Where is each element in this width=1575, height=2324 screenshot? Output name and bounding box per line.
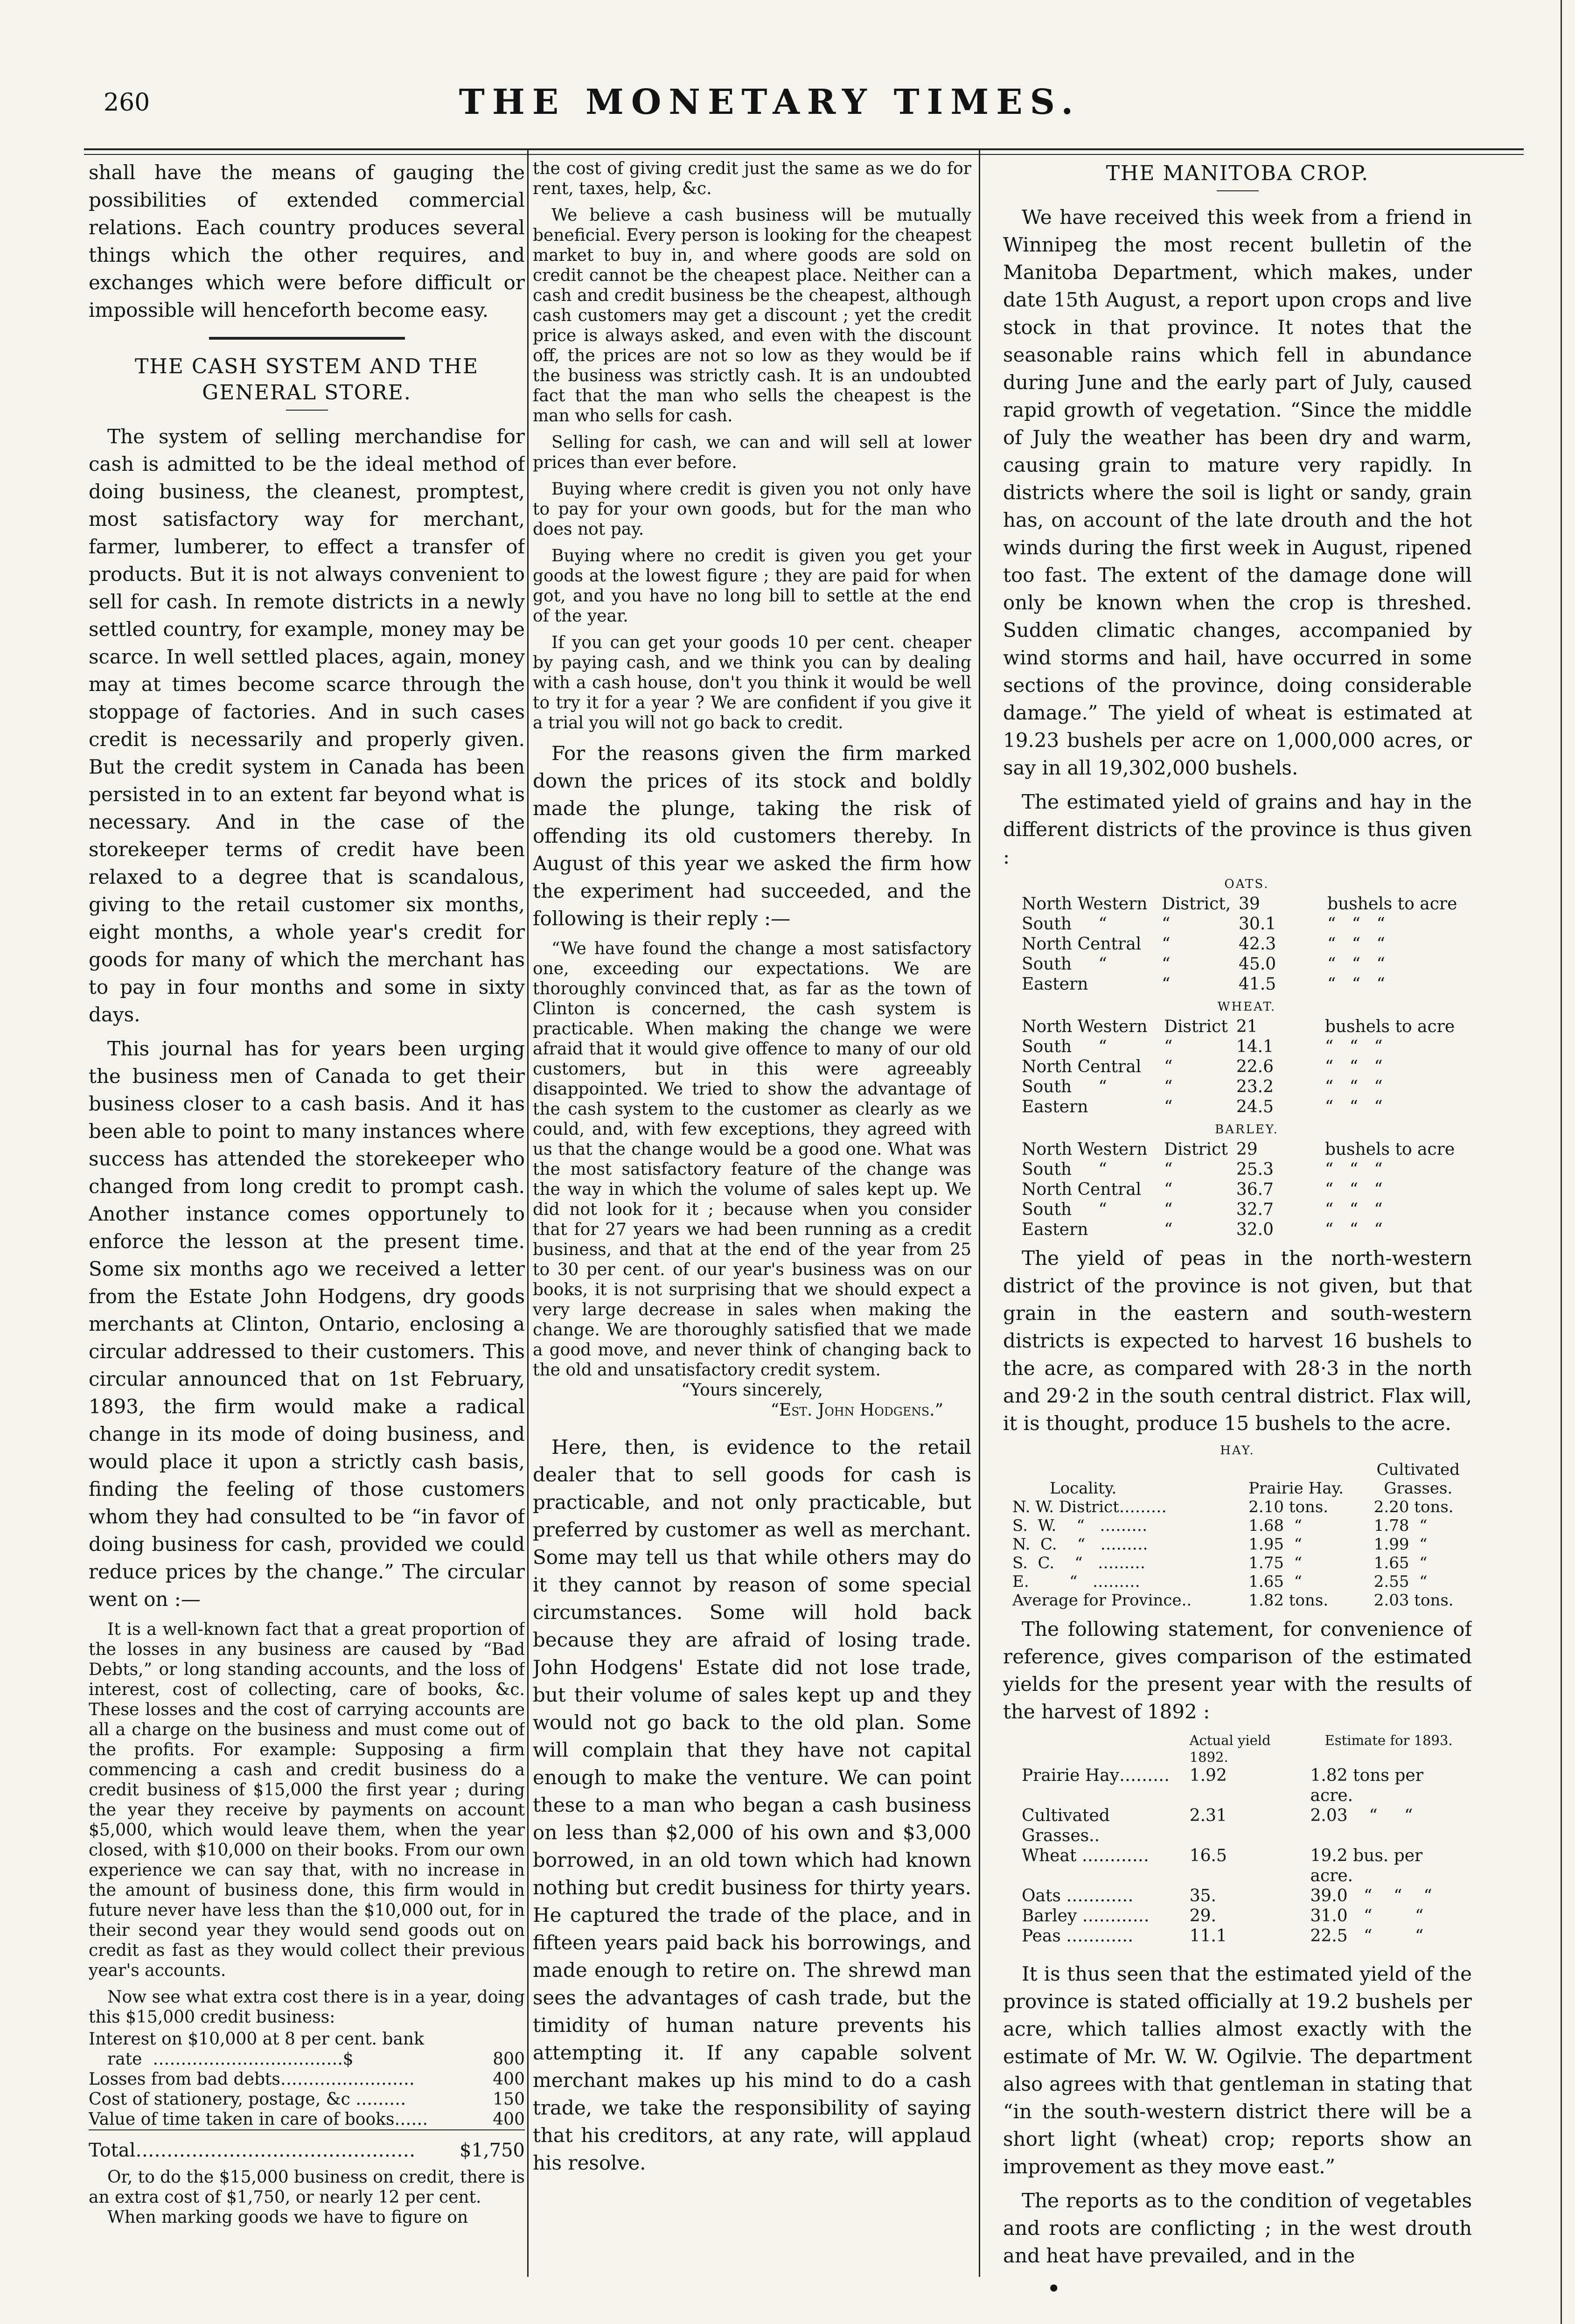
circular-quote: If you can get your goods 10 per cent. cheaper by paying cash, and we think you can by dealing with a cash house, don't you think it would be well to try it for a year ? We are confident if you give it a trial you will not go back to credit. bbox=[533, 633, 971, 733]
table-row: Prairie Hay……… 1.92 1.82 tons per acre. bbox=[1022, 1766, 1423, 1805]
heading-rule bbox=[286, 410, 328, 411]
table-row: N. C. “ ……… 1.95 “ 1.99 “ bbox=[1012, 1535, 1428, 1554]
table-row: Average for Province.. 1.82 tons. 2.03 tons. bbox=[1012, 1591, 1454, 1610]
circular-quote: When marking goods we have to figure on bbox=[107, 2208, 468, 2227]
article-paragraph: This journal has for years been urging the business men of Canada to get their business closer to a cash basis. And it has been able to point to many instances where success has attended the storekeeper who changed from long credit to prompt cash. Another instance comes opportunely to enforce the lesson at the present time. Some six months ago we received a letter from the Estate John Hodgens, dry goods merchants at Clinton, Ontario, enclosing a circular addressed to their customers. This circular announced that on 1st February, 1893, the firm would make a radical change in its mode of doing business, and would place it upon a strictly cash basis, finding the feeling of those customers whom they had consulted to be “in favor of doing business for cash, provided we could reduce prices by the change.” The circular went on :— bbox=[89, 1037, 525, 1611]
table-row: rate …………………………….$ 800 bbox=[107, 2050, 525, 2069]
crop-name: WHEAT. bbox=[1217, 1000, 1276, 1014]
article-paragraph: The reports as to the condition of vegetables and roots are conflicting ; in the west drouth and heat have prevailed, and in the bbox=[1003, 2189, 1472, 2267]
crop-table-barley bbox=[1022, 1139, 1472, 1240]
table-row: North Western District 29 bushels to acre bbox=[1022, 1140, 1455, 1159]
table-row: North Western District 21 bushels to acre bbox=[1022, 1017, 1455, 1036]
crop-table-wheat bbox=[1022, 1017, 1472, 1117]
page-number: 260 bbox=[104, 89, 150, 117]
table-row: Peas ………… 11.1 22.5 “ “ bbox=[1022, 1926, 1424, 1946]
table-row: North Central “ 36.7 “ “ “ bbox=[1022, 1180, 1383, 1199]
table-row: Value of time taken in care of books…… 400 bbox=[89, 2110, 525, 2129]
manitoba-crop-heading: THE MANITOBA CROP. bbox=[1106, 161, 1369, 185]
signature-name: “Est. John Hodgens.” bbox=[770, 1401, 943, 1420]
circular-quote: Now see what extra cost there is in a year, doing this $15,000 credit business: bbox=[89, 1988, 525, 2027]
table-row: Eastern “ 41.5 “ “ “ bbox=[1022, 975, 1385, 994]
table-row: North Central “ 22.6 “ “ “ bbox=[1022, 1057, 1383, 1076]
opening-paragraph: shall have the means of gauging the possibilities of extended commercial relations. Each country produces several things which the other requires, and exchanges which were before difficult or impossible will henceforth become easy. bbox=[89, 161, 525, 321]
article-paragraph: Here, then, is evidence to the retail dealer that to sell goods for cash is practicable, and not only practicable, but preferred by customer as well as merchant. Some may tell us that while others may do it they cannot by reason of some special circumstances. Some will hold back because they are afraid of losing trade. John Hodgens' Estate did not lose trade, but their volume of sales kept up and they would not go back to the old plan. Some will complain that they have not capital enough to make the venture. We can point these to a man who began a cash business on less than $2,000 of his own and $3,000 borrowed, in an old town which had known nothing but credit business for thirty years. He captured the trade of the place, and in fifteen years paid back his borrowings, and made enough to retire on. The shrewd man sees the advantages of cash trade, but the timidity of human nature prevents his attempting it. If any capable solvent merchant makes up his mind to do a cash trade, we take the responsibility of saying that his creditors, at any rate, will applaud his resolve. bbox=[533, 1436, 971, 2174]
yield-comparison-table bbox=[1022, 1732, 1467, 1946]
table-row: South “ “ 32.7 “ “ “ bbox=[1022, 1200, 1383, 1219]
table-row: South “ “ 23.2 “ “ “ bbox=[1022, 1077, 1383, 1096]
hay-table bbox=[1012, 1460, 1463, 1610]
circular-quote: Or, to do the $15,000 business on credit, there is an extra cost of $1,750, or nearly 12 per cent. bbox=[89, 2168, 525, 2207]
column-2 bbox=[533, 159, 971, 2183]
table-row: South “ “ 30.1 “ “ “ bbox=[1022, 914, 1385, 934]
article-paragraph: For the reasons given the firm marked down the prices of its stock and boldly made the plunge, taking the risk of offending its old customers thereby. In August of this year we asked the firm how the experiment had succeeded, and the following is their reply :— bbox=[533, 742, 971, 930]
table-row: North Western District, 39 bushels to acre bbox=[1022, 894, 1457, 914]
circular-quote: We believe a cash business will be mutually beneficial. Every person is looking for the cheapest market to buy in, and where goods are sold on credit cannot be the cheapest place. Neither can a cash and credit business be the cheapest, although cash customers may get a discount ; yet the credit price is always asked, and even with the discount off, the prices are not so low as they would be if the business was strictly cash. It is an undoubted fact that the man who sells the cheapest is the man who sells for cash. bbox=[533, 206, 971, 426]
ink-dot: ● bbox=[1050, 2282, 1058, 2293]
section-rule bbox=[209, 337, 405, 340]
table-row: Oats ………… 35. 39.0 “ “ “ bbox=[1022, 1886, 1432, 1905]
column-3 bbox=[1003, 159, 1472, 2276]
table-row: South “ “ 45.0 “ “ “ bbox=[1022, 955, 1385, 974]
table-row: Wheat ………… 16.5 19.2 bus. per acre. bbox=[1022, 1846, 1423, 1885]
table-row: Cost of stationery, postage, &c ……… 150 bbox=[89, 2090, 525, 2109]
table-row: Interest on $10,000 at 8 per cent. bank bbox=[89, 2030, 424, 2049]
article-paragraph: We have received this week from a friend in Winnipeg the most recent bulletin of the Manitoba Department, which makes, under date 15th August, a report upon crops and live stock in that province. It notes that the seasonable rains which fell in abundance during June and the early part of July, caused rapid growth of vegetation. “Since the middle of July the weather has been dry and warm, causing grain to mature very rapidly. In districts where the soil is light or sandy, grain has, on account of the late drouth and the hot winds during the first week in August, ripened too fast. The extent of the damage done will only be known when the crop is threshed. Sudden climatic changes, accompanied by wind storms and hail, have occurred in some sections of the province, doing considerable damage.” The yield of wheat is estimated at 19.23 bushels per acre on 1,000,000 acres, or say in all 19,302,000 bushels. bbox=[1003, 206, 1472, 779]
cash-system-heading: THE CASH SYSTEM AND THE GENERAL STORE. bbox=[135, 355, 479, 405]
circular-quote: It is a well-known fact that a great proportion of the losses in any business are caused by “Bad Debts,” or long standing accounts, and the loss of interest, cost of collecting, care of books, &c. These losses and the cost of carrying accounts are all a charge on the business and must come out of the profits. For example: Supposing a firm commencing a cash and credit business do a credit business of $15,000 the first year ; during the year they receive by payments on account $5,000, which would leave them, when the year closed, with $10,000 on their books. From our own experience we can say that, with no increase in the amount of business done, this firm would in future never have less than the $10,000 out, for in their second year they would send goods out on credit as fast as they would collect their previous year's accounts. bbox=[89, 1620, 525, 1980]
table-row: Cultivated Grasses.. 2.31 2.03 “ “ bbox=[1022, 1806, 1413, 1845]
crop-yield-tables bbox=[1003, 877, 1472, 1240]
article-paragraph: The system of selling merchandise for cash is admitted to be the ideal method of doing business, the cleanest, promptest, most satisfactory way for merchant, farmer, lumberer, to effect a transfer of products. But it is not always convenient to sell for cash. In remote districts in a newly settled country, for example, money may be scarce. In well settled places, again, money may at times become scarce through the stoppage of factories. And in such cases credit is necessarily and properly given. But the credit system in Canada has been persisted in to an extent far beyond what is necessary. And in the case of the storekeeper terms of credit have been relaxed to a degree that is scandalous, giving to the retail customer six months, eight months, a whole year's credit for goods for many of which the merchant has to pay in four months and some in sixty days. bbox=[89, 425, 525, 1026]
table-header-row: Locality. Prairie Hay. Cultivated Grasses. bbox=[1050, 1460, 1460, 1498]
table-row: Eastern “ 24.5 “ “ “ bbox=[1022, 1097, 1383, 1117]
table-row: Eastern “ 32.0 “ “ “ bbox=[1022, 1220, 1383, 1239]
crop-name: BARLEY. bbox=[1215, 1123, 1279, 1137]
table-row: N. W. District……… 2.10 tons. 2.20 tons. bbox=[1012, 1498, 1454, 1516]
article-paragraph: The estimated yield of grains and hay in the different districts of the province is thus given : bbox=[1003, 790, 1472, 868]
table-row: S. C. “ ……… 1.75 “ 1.65 “ bbox=[1012, 1554, 1428, 1572]
article-paragraph: It is thus seen that the estimated yield of the province is stated officially at 19.2 bushels per acre, which tallies almost exactly with the estimate of Mr. W. W. Ogilvie. The department also agrees with that gentleman in stating that “in the south-western district there will be a short light (wheat) crop; reports show an improvement as they move east.” bbox=[1003, 1962, 1472, 2178]
page-edge-rule bbox=[1561, 0, 1562, 2324]
table-row: North Central “ 42.3 “ “ “ bbox=[1022, 935, 1385, 954]
column-1 bbox=[89, 159, 525, 2234]
credit-cost-table bbox=[89, 2029, 525, 2161]
circular-quote: Selling for cash, we can and will sell at lower prices than ever before. bbox=[533, 433, 971, 472]
table-row: S. W. “ ……… 1.68 “ 1.78 “ bbox=[1012, 1516, 1428, 1535]
masthead: THE MONETARY TIMES. bbox=[459, 82, 1081, 122]
circular-quote: Buying where no credit is given you get your goods at the lowest figure ; they are paid for when got, and you have no long bill to settle at the end of the year. bbox=[533, 546, 971, 626]
heading-rule bbox=[1217, 190, 1259, 191]
column-divider-1 bbox=[527, 149, 529, 2277]
table-row: Losses from bad debts…………………… 400 bbox=[89, 2070, 525, 2089]
table-row: South “ “ 14.1 “ “ “ bbox=[1022, 1037, 1383, 1056]
circular-quote: the cost of giving credit just the same as we do for rent, taxes, help, &c. bbox=[533, 159, 971, 198]
masthead-rule-thin bbox=[84, 154, 1524, 155]
article-paragraph: The yield of peas in the north-western district of the province is not given, but that grain in the eastern and south-western districts is expected to harvest 16 bushels to the acre, as compared with 28·3 in the north and 29·2 in the south central district. Flax will, it is thought, produce 15 bushels to the acre. bbox=[1003, 1247, 1472, 1435]
crop-name: OATS. bbox=[1224, 877, 1269, 891]
signature-line: “Yours sincerely, bbox=[681, 1381, 823, 1400]
hay-title: HAY. bbox=[1220, 1444, 1255, 1458]
circular-quote: Buying where credit is given you not only have to pay for your own goods, but for the man who does not pay. bbox=[533, 480, 971, 539]
firm-reply-quote: “We have found the change a most satisfactory one, exceeding our expectations. We are thoroughly convinced that, as far as the town of Clinton is concerned, the cash system is practicable. When making the change we were afraid that it would give offence to many of our old customers, but in this were agreeably disappointed. We tried to show the advantage of the cash system to the customer as clearly as we could, and, with few exceptions, they agreed with us that the change would be a good one. What was the most satisfactory feature of the change was the way in which the volume of sales kept up. We did not look for it ; because when you consider that for 27 years we had been running as a credit business, and that at the end of the year from 25 to 30 per cent. of our year's business was on our books, it is not surprising that we should expect a very large decrease in sales when making the change. We are thoroughly satisfied that we made a good move, and never think of changing back to the old and unsatisfactory credit system. bbox=[533, 939, 971, 1380]
total-row: Total……………………………………… $1,750 bbox=[89, 2130, 525, 2161]
table-header-row: Actual yield 1892. Estimate for 1893. bbox=[1189, 1732, 1453, 1765]
crop-table-oats bbox=[1022, 894, 1472, 994]
table-row: E. “ ……… 1.65 “ 2.55 “ bbox=[1012, 1572, 1428, 1591]
table-row: Barley ………… 29. 31.0 “ “ bbox=[1022, 1906, 1424, 1926]
article-paragraph: The following statement, for convenience of reference, gives comparison of the estimated yields for the present year with the results of the harvest of 1892 : bbox=[1003, 1618, 1472, 1723]
masthead-rule bbox=[84, 148, 1524, 150]
table-row: South “ “ 25.3 “ “ “ bbox=[1022, 1160, 1383, 1179]
column-divider-2 bbox=[979, 149, 980, 2277]
